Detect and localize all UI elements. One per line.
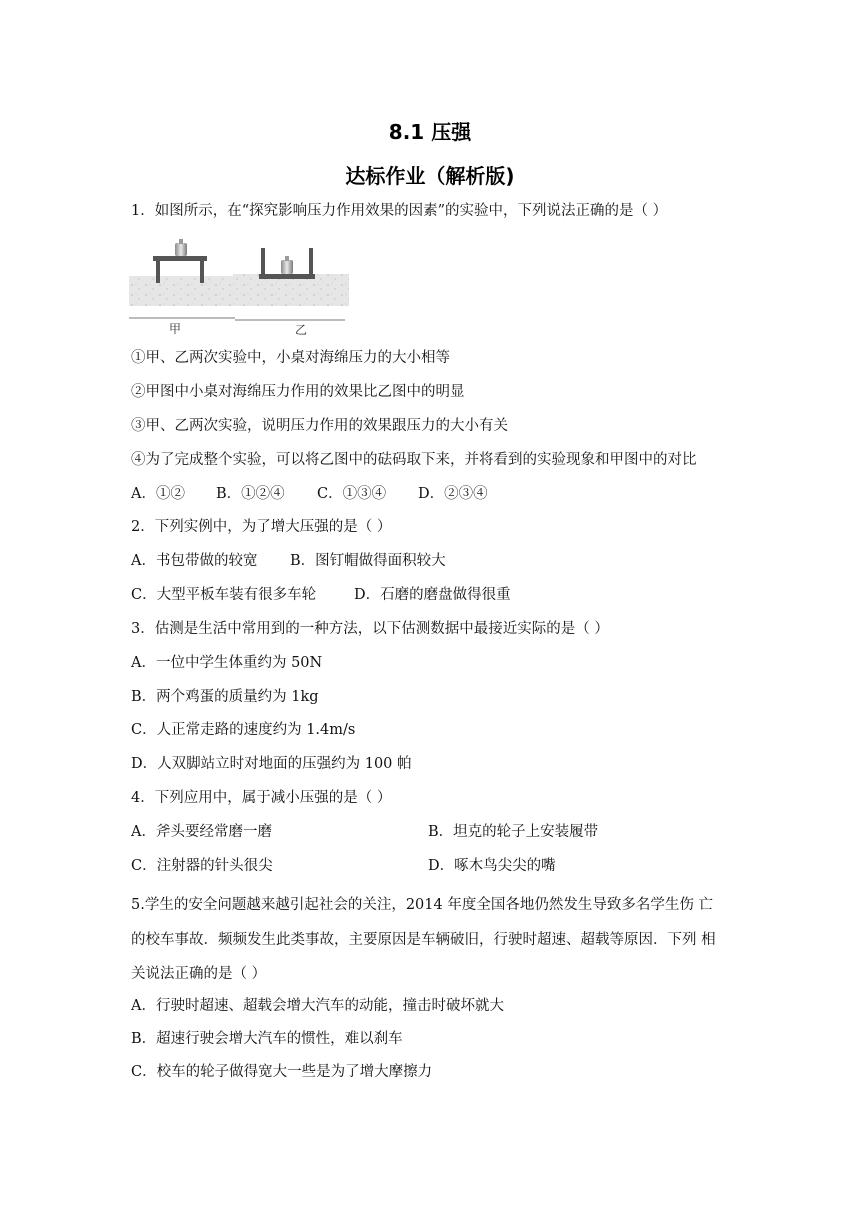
q1-stem: 1．如图所示，在“探究影响压力作用效果的因素”的实验中，下列说法正确的是（ ）: [131, 203, 668, 219]
q1-statement-4: ④为了完成整个实验，可以将乙图中的砝码取下来，并将看到的实验现象和甲图中的对比: [131, 452, 697, 468]
q5-stem-line-1: 5.学生的安全问题越来越引起社会的关注，2014 年度全国各地仍然发生导致多名学生伤 亡: [131, 897, 713, 913]
q4-option-a: A．斧头要经常磨一磨: [131, 824, 272, 840]
figure-label-jia: 甲: [169, 322, 182, 336]
q5-stem-line-2: 的校车事故．频频发生此类事故，主要原因是车辆破旧，行驶时超速、超载等原因．下列 相: [131, 932, 716, 948]
sponge-table-diagram: [129, 232, 349, 338]
page-subtitle: 达标作业（解析版): [345, 164, 515, 188]
q5-option-a: A．行驶时超速、超载会增大汽车的动能，撞击时破坏就大: [131, 998, 504, 1014]
page-title: 8.1 压强: [388, 120, 472, 144]
q1-option-a: A．①②: [131, 486, 185, 502]
weight-left: [175, 243, 187, 256]
q2-option-b: B．图钉帽做得面积较大: [290, 553, 446, 569]
q2-option-d: D．石磨的磨盘做得很重: [354, 587, 511, 603]
q5-option-b: B．超速行驶会增大汽车的惯性，难以刹车: [131, 1031, 403, 1047]
q4-option-c: C．注射器的针头很尖: [131, 858, 273, 874]
figure-label-yi: 乙: [295, 323, 308, 337]
q5-stem-line-3: 关说法正确的是（ ）: [131, 966, 267, 982]
q4-option-d: D．啄木鸟尖尖的嘴: [428, 858, 556, 874]
q3-stem: 3．估测是生活中常用到的一种方法，以下估测数据中最接近实际的是（ ）: [131, 621, 609, 637]
q3-option-c: C．人正常走路的速度约为 1.4m/s: [131, 722, 356, 738]
q1-option-b: B．①②④: [216, 486, 285, 502]
q2-stem: 2．下列实例中，为了增大压强的是（ ）: [131, 519, 392, 535]
q1-option-d: D．②③④: [418, 486, 488, 502]
q1-statement-1: ①甲、乙两次实验中，小桌对海绵压力的大小相等: [131, 350, 450, 366]
q2-option-c: C．大型平板车装有很多车轮: [131, 587, 317, 603]
q3-option-b: B．两个鸡蛋的质量约为 1kg: [131, 689, 319, 705]
q4-option-b: B．坦克的轮子上安装履带: [428, 824, 599, 840]
weight-right: [281, 260, 293, 274]
table-top-left: [153, 256, 207, 261]
q3-option-a: A．一位中学生体重约为 50N: [131, 655, 323, 671]
q3-option-d: D．人双脚站立时对地面的压强约为 100 帕: [131, 756, 412, 772]
q1-statement-2: ②甲图中小桌对海绵压力作用的效果比乙图中的明显: [131, 384, 465, 400]
q1-option-c: C．①③④: [317, 486, 387, 502]
q1-statement-3: ③甲、乙两次实验，说明压力作用的效果跟压力的大小有关: [131, 418, 508, 434]
table-top-right: [259, 274, 315, 279]
q5-option-c: C．校车的轮子做得宽大一些是为了增大摩擦力: [131, 1064, 433, 1080]
q1-figure: [129, 232, 349, 338]
q4-stem: 4．下列应用中，属于减小压强的是（ ）: [131, 790, 392, 806]
sponge-left: [129, 276, 235, 306]
q2-option-a: A．书包带做的较宽: [131, 553, 258, 569]
